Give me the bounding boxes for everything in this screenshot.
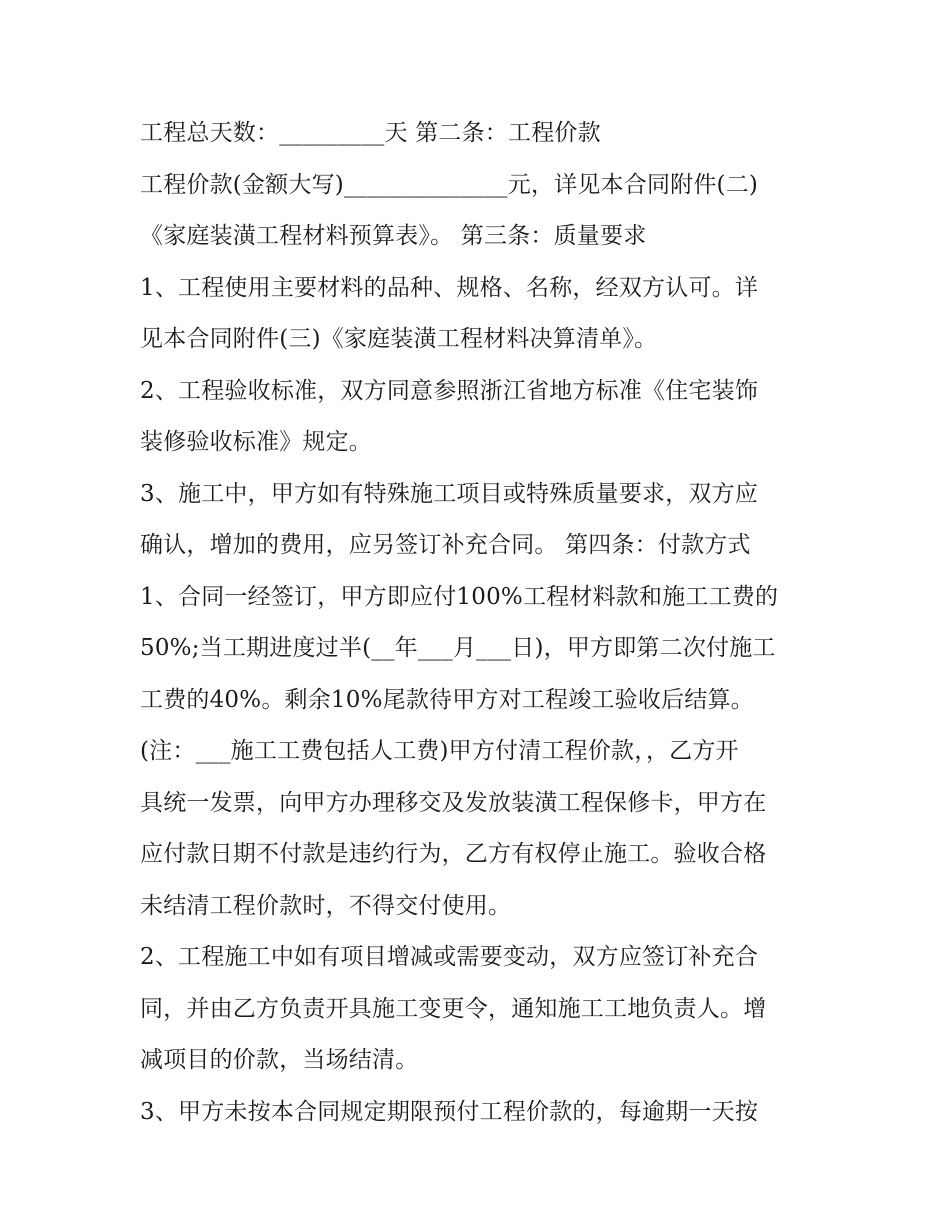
text-line: 1、工程使用主要材料的品种、规格、名称，经双方认可。详 <box>140 274 759 301</box>
text-line: 见本合同附件(三)《家庭装潢工程材料决算清单》。 <box>140 326 658 352</box>
text-line: 确认，增加的费用，应另签订补充合同。 第四条：付款方式 <box>140 532 751 558</box>
text-line: 同，并由乙方负责开具施工变更令，通知施工工地负责人。增 <box>140 995 767 1022</box>
document-body <box>140 108 820 1138</box>
text-line: 2、工程施工中如有项目增减或需要变动，双方应签订补充合 <box>140 944 759 970</box>
text-line: 3、甲方未按本合同规定期限预付工程价款的，每逾期一天按 <box>140 1098 759 1125</box>
text-line: 1、合同一经签订，甲方即应付100%工程材料款和施工工费的 <box>140 583 779 610</box>
text-line: 《家庭装潢工程材料预算表》。 第三条：质量要求 <box>140 223 647 249</box>
text-line: (注：___施工工费包括人工费)甲方付清工程价款，，乙方开 <box>140 738 739 764</box>
text-line: 具统一发票，向甲方办理移交及发放装潢工程保修卡，甲方在 <box>140 789 767 816</box>
text-line: 2、工程验收标准，双方同意参照浙江省地方标准《住宅装饰 <box>140 377 759 404</box>
text-line: 50%;当工期进度过半(__年___月___日)，甲方即第二次付施工 <box>140 635 776 661</box>
text-line: 减项目的价款，当场结清。 <box>140 1047 419 1073</box>
text-line: 未结清工程价款时，不得交付使用。 <box>140 892 512 919</box>
text-line: 工程价款(金额大写)______________元，详见本合同附件(二) <box>140 171 759 198</box>
text-line: 装修验收标准》规定。 <box>140 429 372 455</box>
text-line: 3、施工中，甲方如有特殊施工项目或特殊质量要求，双方应 <box>140 480 759 507</box>
text-line: 工费的40%。剩余10%尾款待甲方对工程竣工验收后结算。 <box>140 686 754 713</box>
text-line: 工程总天数：_________天 第二条：工程价款 <box>140 120 601 146</box>
text-line: 应付款日期不付款是违约行为，乙方有权停止施工。验收合格 <box>140 841 767 867</box>
